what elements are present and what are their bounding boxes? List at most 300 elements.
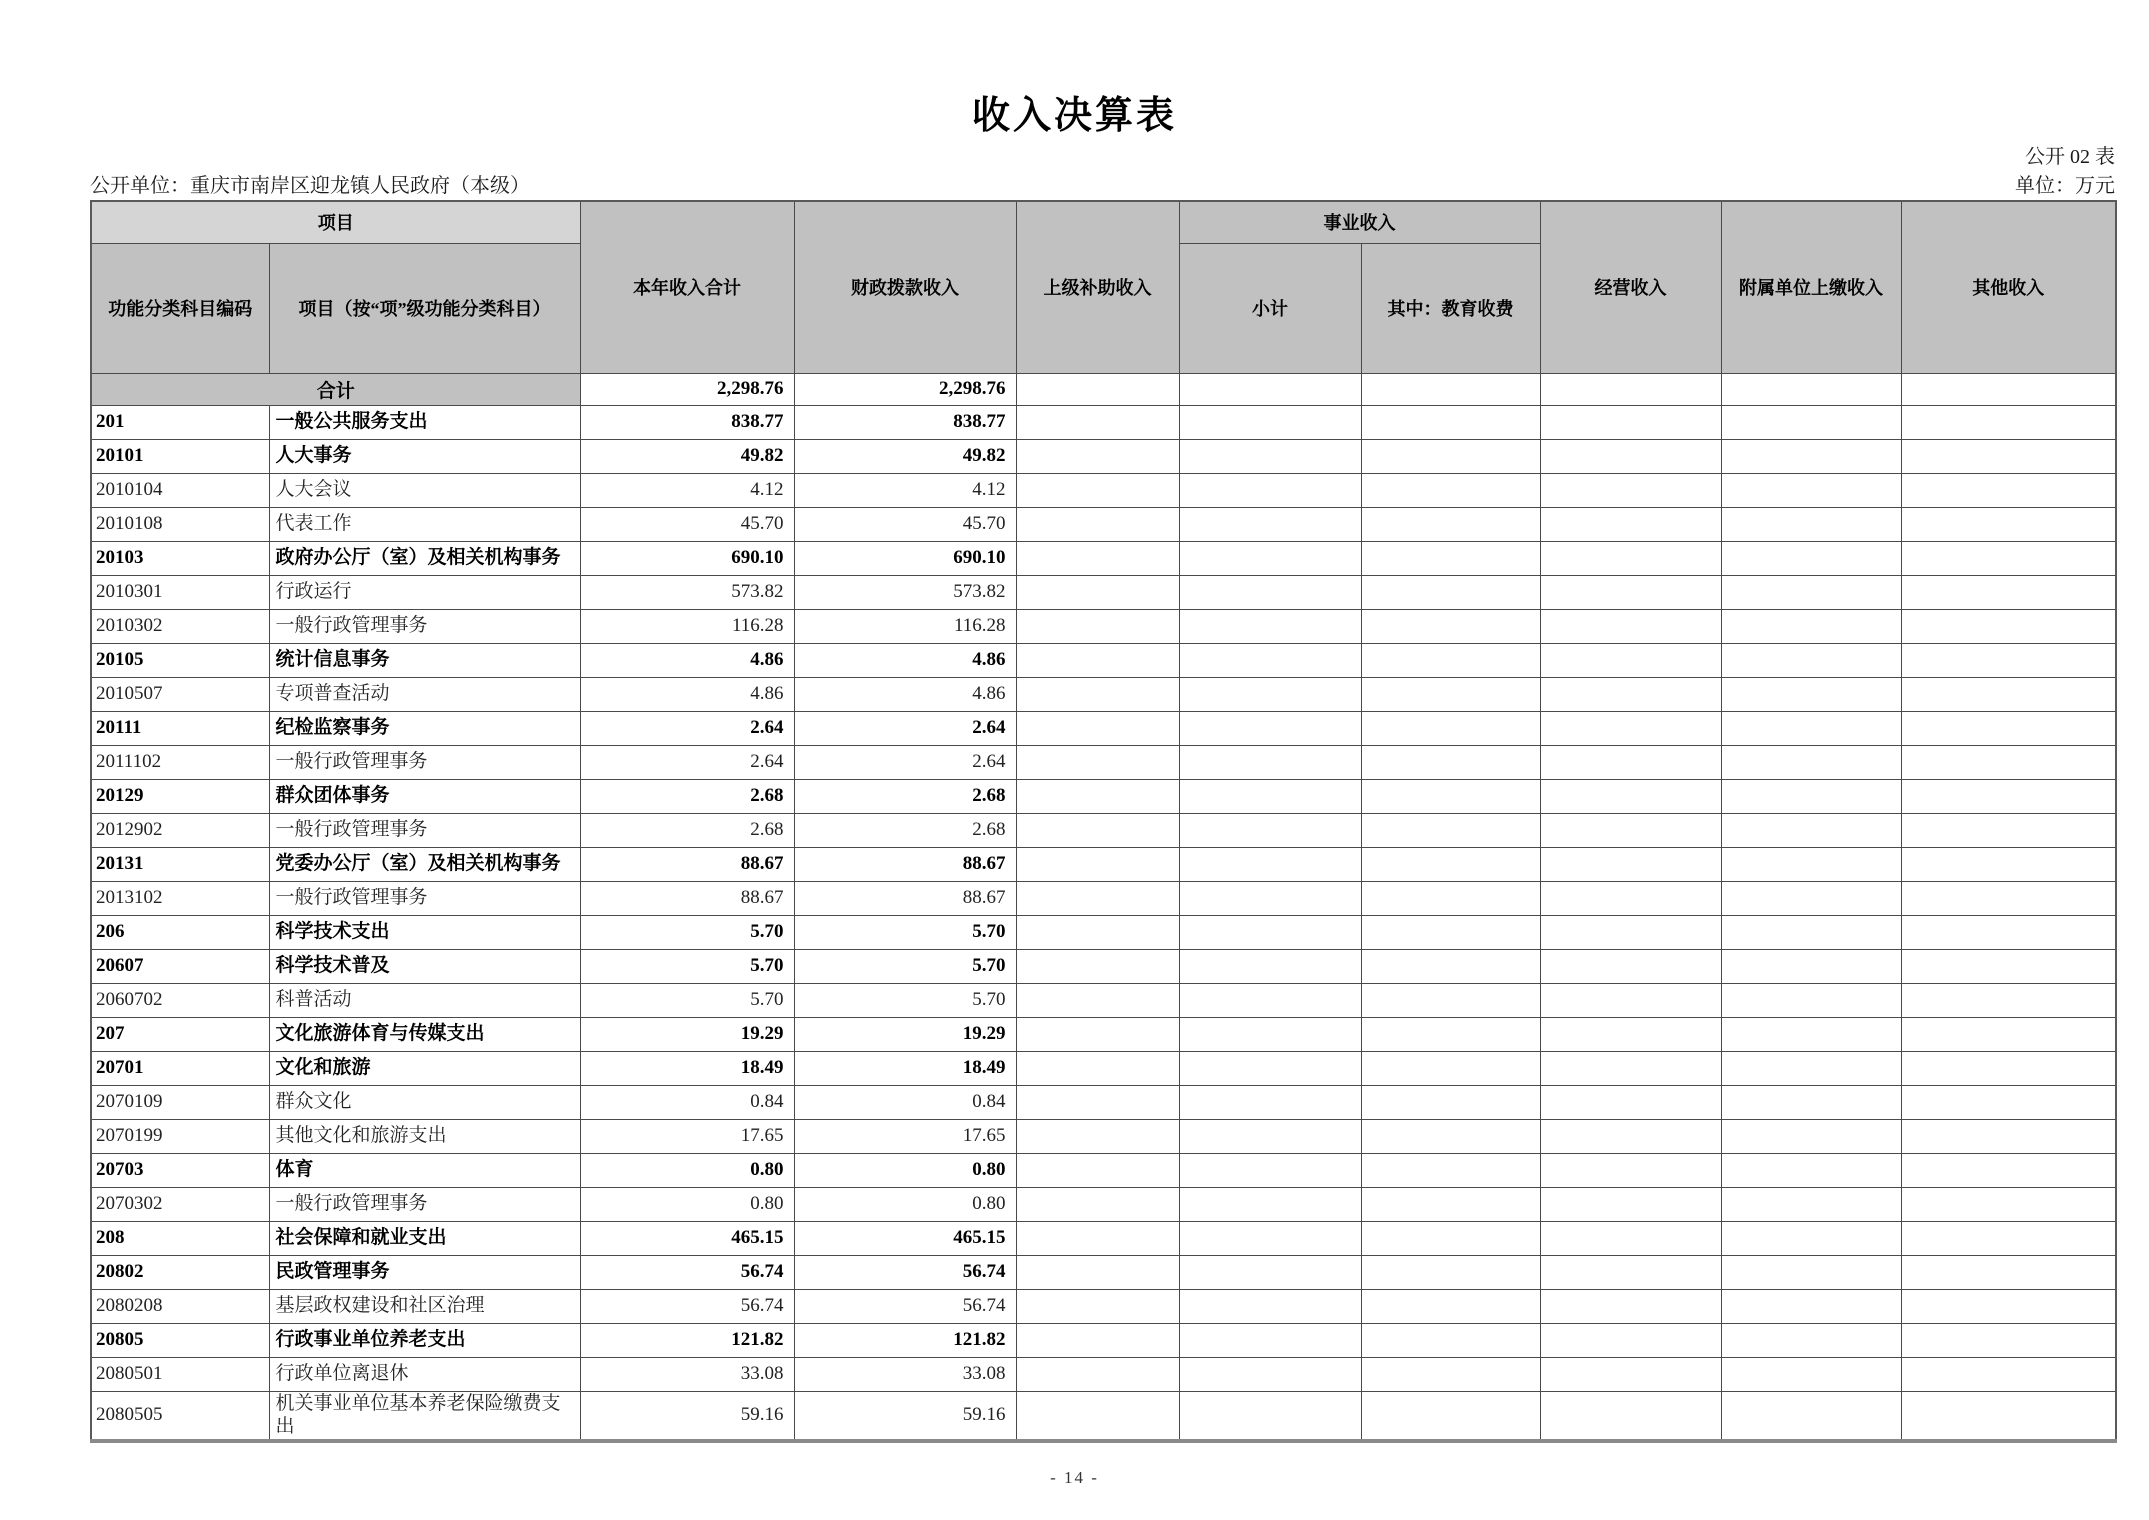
cell-superior bbox=[1016, 575, 1179, 609]
table-body bbox=[91, 373, 2116, 1441]
cell-affiliated bbox=[1721, 643, 1901, 677]
cell-item: 行政运行 bbox=[269, 575, 580, 609]
table-row bbox=[91, 643, 2116, 677]
cell-other bbox=[1901, 1289, 2116, 1323]
cell-other bbox=[1901, 643, 2116, 677]
table-row bbox=[91, 881, 2116, 915]
cell-business-edu bbox=[1361, 1357, 1540, 1391]
cell-affiliated bbox=[1721, 711, 1901, 745]
grand-total-label: 合计 bbox=[91, 373, 580, 405]
cell-affiliated bbox=[1721, 745, 1901, 779]
cell-code: 20607 bbox=[91, 949, 269, 983]
cell-affiliated bbox=[1721, 473, 1901, 507]
cell-item: 社会保障和就业支出 bbox=[269, 1221, 580, 1255]
cell-affiliated bbox=[1721, 575, 1901, 609]
cell-superior bbox=[1016, 541, 1179, 575]
cell-operating bbox=[1540, 1357, 1721, 1391]
cell-code: 2010507 bbox=[91, 677, 269, 711]
table-row bbox=[91, 1357, 2116, 1391]
cell-code: 20129 bbox=[91, 779, 269, 813]
cell-business-edu bbox=[1361, 473, 1540, 507]
cell-operating bbox=[1540, 779, 1721, 813]
table-row bbox=[91, 507, 2116, 541]
cell-other bbox=[1901, 405, 2116, 439]
cell-other bbox=[1901, 541, 2116, 575]
table-row bbox=[91, 609, 2116, 643]
cell-superior bbox=[1016, 1085, 1179, 1119]
cell-code: 2070302 bbox=[91, 1187, 269, 1221]
cell-operating bbox=[1540, 507, 1721, 541]
cell-superior bbox=[1016, 983, 1179, 1017]
cell-operating bbox=[1540, 1187, 1721, 1221]
cell-operating bbox=[1540, 439, 1721, 473]
cell-business-subtotal bbox=[1179, 609, 1361, 643]
header-affiliated-col: 附属单位上缴收入 bbox=[1721, 201, 1901, 373]
cell-fiscal: 33.08 bbox=[794, 1357, 1016, 1391]
table-row bbox=[91, 949, 2116, 983]
cell-business-subtotal bbox=[1179, 1391, 1361, 1441]
cell-total: 838.77 bbox=[580, 405, 794, 439]
cell-total: 18.49 bbox=[580, 1051, 794, 1085]
cell-business-edu bbox=[1361, 779, 1540, 813]
cell-total: 573.82 bbox=[580, 575, 794, 609]
cell-affiliated bbox=[1721, 881, 1901, 915]
cell-total: 2.64 bbox=[580, 711, 794, 745]
cell-code: 2080208 bbox=[91, 1289, 269, 1323]
cell-business-edu bbox=[1361, 609, 1540, 643]
cell-superior bbox=[1016, 915, 1179, 949]
cell-code: 20103 bbox=[91, 541, 269, 575]
cell-code: 20802 bbox=[91, 1255, 269, 1289]
cell-item: 科学技术支出 bbox=[269, 915, 580, 949]
cell-superior bbox=[1016, 1357, 1179, 1391]
header-superior-col: 上级补助收入 bbox=[1016, 201, 1179, 373]
cell-other bbox=[1901, 711, 2116, 745]
cell-item: 专项普查活动 bbox=[269, 677, 580, 711]
cell-code: 20105 bbox=[91, 643, 269, 677]
cell-affiliated bbox=[1721, 779, 1901, 813]
cell-other bbox=[1901, 779, 2116, 813]
cell-business-subtotal bbox=[1179, 473, 1361, 507]
cell-total: 56.74 bbox=[580, 1289, 794, 1323]
page-title: 收入决算表 bbox=[971, 95, 1177, 137]
grand-affiliated-value bbox=[1721, 373, 1901, 405]
cell-operating bbox=[1540, 541, 1721, 575]
cell-total: 0.80 bbox=[580, 1187, 794, 1221]
cell-operating bbox=[1540, 949, 1721, 983]
cell-total: 690.10 bbox=[580, 541, 794, 575]
cell-superior bbox=[1016, 677, 1179, 711]
cell-business-edu bbox=[1361, 1255, 1540, 1289]
cell-total: 5.70 bbox=[580, 915, 794, 949]
cell-item: 群众团体事务 bbox=[269, 779, 580, 813]
cell-code: 206 bbox=[91, 915, 269, 949]
cell-fiscal: 17.65 bbox=[794, 1119, 1016, 1153]
cell-business-edu bbox=[1361, 1187, 1540, 1221]
cell-item: 文化和旅游 bbox=[269, 1051, 580, 1085]
cell-operating bbox=[1540, 1255, 1721, 1289]
cell-item: 行政单位离退休 bbox=[269, 1357, 580, 1391]
cell-code: 207 bbox=[91, 1017, 269, 1051]
cell-business-edu bbox=[1361, 1119, 1540, 1153]
cell-item: 体育 bbox=[269, 1153, 580, 1187]
cell-total: 2.64 bbox=[580, 745, 794, 779]
cell-operating bbox=[1540, 473, 1721, 507]
cell-business-edu bbox=[1361, 881, 1540, 915]
header-total-col: 本年收入合计 bbox=[580, 201, 794, 373]
table-row bbox=[91, 1323, 2116, 1357]
cell-business-subtotal bbox=[1179, 847, 1361, 881]
cell-code: 2010302 bbox=[91, 609, 269, 643]
cell-affiliated bbox=[1721, 847, 1901, 881]
cell-fiscal: 0.80 bbox=[794, 1153, 1016, 1187]
cell-superior bbox=[1016, 1289, 1179, 1323]
unit-label: 单位：万元 bbox=[2015, 175, 2115, 197]
cell-total: 49.82 bbox=[580, 439, 794, 473]
cell-other bbox=[1901, 507, 2116, 541]
cell-other bbox=[1901, 1221, 2116, 1255]
cell-business-edu bbox=[1361, 949, 1540, 983]
cell-other bbox=[1901, 1051, 2116, 1085]
cell-fiscal: 5.70 bbox=[794, 915, 1016, 949]
cell-affiliated bbox=[1721, 439, 1901, 473]
cell-operating bbox=[1540, 915, 1721, 949]
grand-business-subtotal-value bbox=[1179, 373, 1361, 405]
page-number: - 14 - bbox=[1050, 1468, 1099, 1487]
cell-total: 56.74 bbox=[580, 1255, 794, 1289]
cell-business-edu bbox=[1361, 847, 1540, 881]
cell-affiliated bbox=[1721, 405, 1901, 439]
cell-fiscal: 838.77 bbox=[794, 405, 1016, 439]
cell-item: 人大事务 bbox=[269, 439, 580, 473]
cell-code: 2080501 bbox=[91, 1357, 269, 1391]
cell-operating bbox=[1540, 847, 1721, 881]
cell-operating bbox=[1540, 1051, 1721, 1085]
cell-superior bbox=[1016, 1323, 1179, 1357]
cell-affiliated bbox=[1721, 1187, 1901, 1221]
table-row bbox=[91, 1017, 2116, 1051]
cell-business-edu bbox=[1361, 1153, 1540, 1187]
cell-fiscal: 4.12 bbox=[794, 473, 1016, 507]
cell-item: 党委办公厅（室）及相关机构事务 bbox=[269, 847, 580, 881]
cell-affiliated bbox=[1721, 1153, 1901, 1187]
header-row-groups bbox=[91, 201, 2116, 243]
cell-superior bbox=[1016, 405, 1179, 439]
cell-total: 2.68 bbox=[580, 813, 794, 847]
cell-fiscal: 2.68 bbox=[794, 813, 1016, 847]
table-row bbox=[91, 1085, 2116, 1119]
cell-total: 4.86 bbox=[580, 677, 794, 711]
table-row bbox=[91, 1119, 2116, 1153]
header-business-edu-col: 其中：教育收费 bbox=[1361, 243, 1540, 373]
cell-total: 465.15 bbox=[580, 1221, 794, 1255]
table-row bbox=[91, 711, 2116, 745]
cell-total: 121.82 bbox=[580, 1323, 794, 1357]
cell-total: 17.65 bbox=[580, 1119, 794, 1153]
cell-business-edu bbox=[1361, 1289, 1540, 1323]
cell-business-subtotal bbox=[1179, 677, 1361, 711]
cell-total: 33.08 bbox=[580, 1357, 794, 1391]
cell-affiliated bbox=[1721, 677, 1901, 711]
cell-business-subtotal bbox=[1179, 779, 1361, 813]
cell-total: 59.16 bbox=[580, 1391, 794, 1441]
grand-other-value bbox=[1901, 373, 2116, 405]
cell-business-subtotal bbox=[1179, 813, 1361, 847]
header-code-col: 功能分类科目编码 bbox=[91, 243, 269, 373]
cell-total: 5.70 bbox=[580, 949, 794, 983]
cell-item: 基层政权建设和社区治理 bbox=[269, 1289, 580, 1323]
cell-affiliated bbox=[1721, 1357, 1901, 1391]
cell-business-subtotal bbox=[1179, 1323, 1361, 1357]
cell-fiscal: 56.74 bbox=[794, 1289, 1016, 1323]
cell-fiscal: 690.10 bbox=[794, 541, 1016, 575]
cell-superior bbox=[1016, 1153, 1179, 1187]
cell-affiliated bbox=[1721, 507, 1901, 541]
cell-other bbox=[1901, 1153, 2116, 1187]
cell-superior bbox=[1016, 473, 1179, 507]
cell-operating bbox=[1540, 1119, 1721, 1153]
cell-item: 群众文化 bbox=[269, 1085, 580, 1119]
cell-business-subtotal bbox=[1179, 541, 1361, 575]
cell-operating bbox=[1540, 643, 1721, 677]
cell-other bbox=[1901, 677, 2116, 711]
table-row bbox=[91, 1391, 2116, 1441]
cell-affiliated bbox=[1721, 1221, 1901, 1255]
cell-superior bbox=[1016, 745, 1179, 779]
cell-item: 代表工作 bbox=[269, 507, 580, 541]
cell-fiscal: 88.67 bbox=[794, 847, 1016, 881]
cell-affiliated bbox=[1721, 1391, 1901, 1441]
cell-code: 2010301 bbox=[91, 575, 269, 609]
cell-code: 2013102 bbox=[91, 881, 269, 915]
table-row bbox=[91, 1221, 2116, 1255]
cell-other bbox=[1901, 473, 2116, 507]
cell-fiscal: 0.84 bbox=[794, 1085, 1016, 1119]
grand-fiscal-value: 2,298.76 bbox=[794, 373, 1016, 405]
cell-business-subtotal bbox=[1179, 1221, 1361, 1255]
cell-superior bbox=[1016, 847, 1179, 881]
cell-business-edu bbox=[1361, 1017, 1540, 1051]
cell-business-edu bbox=[1361, 1085, 1540, 1119]
cell-total: 2.68 bbox=[580, 779, 794, 813]
cell-item: 一般行政管理事务 bbox=[269, 609, 580, 643]
cell-superior bbox=[1016, 507, 1179, 541]
grand-superior-value bbox=[1016, 373, 1179, 405]
cell-item: 一般公共服务支出 bbox=[269, 405, 580, 439]
cell-code: 2070199 bbox=[91, 1119, 269, 1153]
cell-business-subtotal bbox=[1179, 881, 1361, 915]
cell-operating bbox=[1540, 1323, 1721, 1357]
cell-item: 科学技术普及 bbox=[269, 949, 580, 983]
cell-code: 208 bbox=[91, 1221, 269, 1255]
cell-fiscal: 4.86 bbox=[794, 643, 1016, 677]
cell-item: 科普活动 bbox=[269, 983, 580, 1017]
cell-item: 纪检监察事务 bbox=[269, 711, 580, 745]
cell-item: 一般行政管理事务 bbox=[269, 813, 580, 847]
income-final-accounts-table bbox=[90, 200, 2117, 1443]
cell-item: 其他文化和旅游支出 bbox=[269, 1119, 580, 1153]
cell-fiscal: 573.82 bbox=[794, 575, 1016, 609]
cell-affiliated bbox=[1721, 1051, 1901, 1085]
cell-affiliated bbox=[1721, 915, 1901, 949]
table-row bbox=[91, 677, 2116, 711]
header-business-group: 事业收入 bbox=[1179, 201, 1540, 243]
cell-fiscal: 121.82 bbox=[794, 1323, 1016, 1357]
cell-business-subtotal bbox=[1179, 745, 1361, 779]
cell-business-subtotal bbox=[1179, 1017, 1361, 1051]
cell-business-edu bbox=[1361, 643, 1540, 677]
cell-other bbox=[1901, 1187, 2116, 1221]
cell-other bbox=[1901, 575, 2116, 609]
cell-business-edu bbox=[1361, 1323, 1540, 1357]
cell-business-subtotal bbox=[1179, 507, 1361, 541]
cell-business-edu bbox=[1361, 711, 1540, 745]
cell-business-subtotal bbox=[1179, 711, 1361, 745]
cell-business-edu bbox=[1361, 813, 1540, 847]
cell-superior bbox=[1016, 881, 1179, 915]
cell-other bbox=[1901, 745, 2116, 779]
cell-other bbox=[1901, 1255, 2116, 1289]
cell-operating bbox=[1540, 813, 1721, 847]
cell-item: 统计信息事务 bbox=[269, 643, 580, 677]
table-row bbox=[91, 779, 2116, 813]
cell-affiliated bbox=[1721, 983, 1901, 1017]
cell-business-edu bbox=[1361, 1051, 1540, 1085]
cell-code: 20703 bbox=[91, 1153, 269, 1187]
grand-total-value: 2,298.76 bbox=[580, 373, 794, 405]
cell-business-edu bbox=[1361, 405, 1540, 439]
income-table-container bbox=[90, 200, 2117, 1443]
cell-operating bbox=[1540, 711, 1721, 745]
cell-total: 88.67 bbox=[580, 881, 794, 915]
cell-fiscal: 5.70 bbox=[794, 949, 1016, 983]
header-item-col: 项目（按“项”级功能分类科目） bbox=[269, 243, 580, 373]
cell-item: 一般行政管理事务 bbox=[269, 881, 580, 915]
table-header bbox=[91, 201, 2116, 373]
cell-business-edu bbox=[1361, 541, 1540, 575]
cell-other bbox=[1901, 847, 2116, 881]
cell-other bbox=[1901, 1085, 2116, 1119]
cell-item: 机关事业单位基本养老保险缴费支出 bbox=[269, 1391, 580, 1441]
cell-fiscal: 0.80 bbox=[794, 1187, 1016, 1221]
table-row bbox=[91, 915, 2116, 949]
cell-business-edu bbox=[1361, 575, 1540, 609]
cell-operating bbox=[1540, 745, 1721, 779]
cell-affiliated bbox=[1721, 813, 1901, 847]
cell-code: 20805 bbox=[91, 1323, 269, 1357]
cell-superior bbox=[1016, 643, 1179, 677]
cell-fiscal: 2.68 bbox=[794, 779, 1016, 813]
cell-affiliated bbox=[1721, 541, 1901, 575]
cell-superior bbox=[1016, 779, 1179, 813]
header-fiscal-col: 财政拨款收入 bbox=[794, 201, 1016, 373]
cell-item: 一般行政管理事务 bbox=[269, 745, 580, 779]
cell-superior bbox=[1016, 949, 1179, 983]
cell-business-subtotal bbox=[1179, 1187, 1361, 1221]
cell-code: 20701 bbox=[91, 1051, 269, 1085]
cell-fiscal: 116.28 bbox=[794, 609, 1016, 643]
cell-other bbox=[1901, 983, 2116, 1017]
cell-code: 2010108 bbox=[91, 507, 269, 541]
cell-other bbox=[1901, 609, 2116, 643]
cell-operating bbox=[1540, 1391, 1721, 1441]
table-row bbox=[91, 983, 2116, 1017]
cell-item: 一般行政管理事务 bbox=[269, 1187, 580, 1221]
cell-affiliated bbox=[1721, 609, 1901, 643]
cell-other bbox=[1901, 1119, 2116, 1153]
cell-fiscal: 59.16 bbox=[794, 1391, 1016, 1441]
cell-fiscal: 2.64 bbox=[794, 711, 1016, 745]
table-row bbox=[91, 1255, 2116, 1289]
sheet-number-label: 公开 02 表 bbox=[2025, 146, 2115, 168]
cell-fiscal: 56.74 bbox=[794, 1255, 1016, 1289]
cell-fiscal: 45.70 bbox=[794, 507, 1016, 541]
grand-total-row bbox=[91, 373, 2116, 405]
cell-other bbox=[1901, 1357, 2116, 1391]
cell-operating bbox=[1540, 677, 1721, 711]
cell-superior bbox=[1016, 1391, 1179, 1441]
cell-code: 2070109 bbox=[91, 1085, 269, 1119]
cell-fiscal: 18.49 bbox=[794, 1051, 1016, 1085]
table-row bbox=[91, 847, 2116, 881]
cell-total: 116.28 bbox=[580, 609, 794, 643]
cell-operating bbox=[1540, 405, 1721, 439]
table-row bbox=[91, 813, 2116, 847]
cell-fiscal: 4.86 bbox=[794, 677, 1016, 711]
header-operating-col: 经营收入 bbox=[1540, 201, 1721, 373]
cell-fiscal: 465.15 bbox=[794, 1221, 1016, 1255]
cell-business-edu bbox=[1361, 507, 1540, 541]
cell-superior bbox=[1016, 1119, 1179, 1153]
cell-operating bbox=[1540, 1289, 1721, 1323]
cell-affiliated bbox=[1721, 1255, 1901, 1289]
cell-total: 4.12 bbox=[580, 473, 794, 507]
cell-superior bbox=[1016, 1255, 1179, 1289]
cell-business-edu bbox=[1361, 983, 1540, 1017]
cell-affiliated bbox=[1721, 1119, 1901, 1153]
cell-total: 4.86 bbox=[580, 643, 794, 677]
cell-superior bbox=[1016, 1017, 1179, 1051]
cell-business-subtotal bbox=[1179, 915, 1361, 949]
cell-operating bbox=[1540, 1153, 1721, 1187]
cell-total: 88.67 bbox=[580, 847, 794, 881]
cell-code: 2012902 bbox=[91, 813, 269, 847]
cell-other bbox=[1901, 1323, 2116, 1357]
publishing-org-label: 公开单位：重庆市南岸区迎龙镇人民政府（本级） bbox=[90, 175, 530, 197]
cell-superior bbox=[1016, 1187, 1179, 1221]
table-row bbox=[91, 575, 2116, 609]
cell-superior bbox=[1016, 1051, 1179, 1085]
cell-operating bbox=[1540, 1017, 1721, 1051]
cell-affiliated bbox=[1721, 1085, 1901, 1119]
cell-business-subtotal bbox=[1179, 1051, 1361, 1085]
table-row bbox=[91, 1187, 2116, 1221]
cell-other bbox=[1901, 1017, 2116, 1051]
cell-superior bbox=[1016, 711, 1179, 745]
cell-code: 201 bbox=[91, 405, 269, 439]
cell-other bbox=[1901, 881, 2116, 915]
cell-business-subtotal bbox=[1179, 983, 1361, 1017]
cell-code: 2060702 bbox=[91, 983, 269, 1017]
table-row bbox=[91, 1051, 2116, 1085]
table-row bbox=[91, 439, 2116, 473]
cell-other bbox=[1901, 439, 2116, 473]
cell-item: 行政事业单位养老支出 bbox=[269, 1323, 580, 1357]
table-row bbox=[91, 1153, 2116, 1187]
header-other-col: 其他收入 bbox=[1901, 201, 2116, 373]
cell-operating bbox=[1540, 983, 1721, 1017]
cell-total: 0.80 bbox=[580, 1153, 794, 1187]
